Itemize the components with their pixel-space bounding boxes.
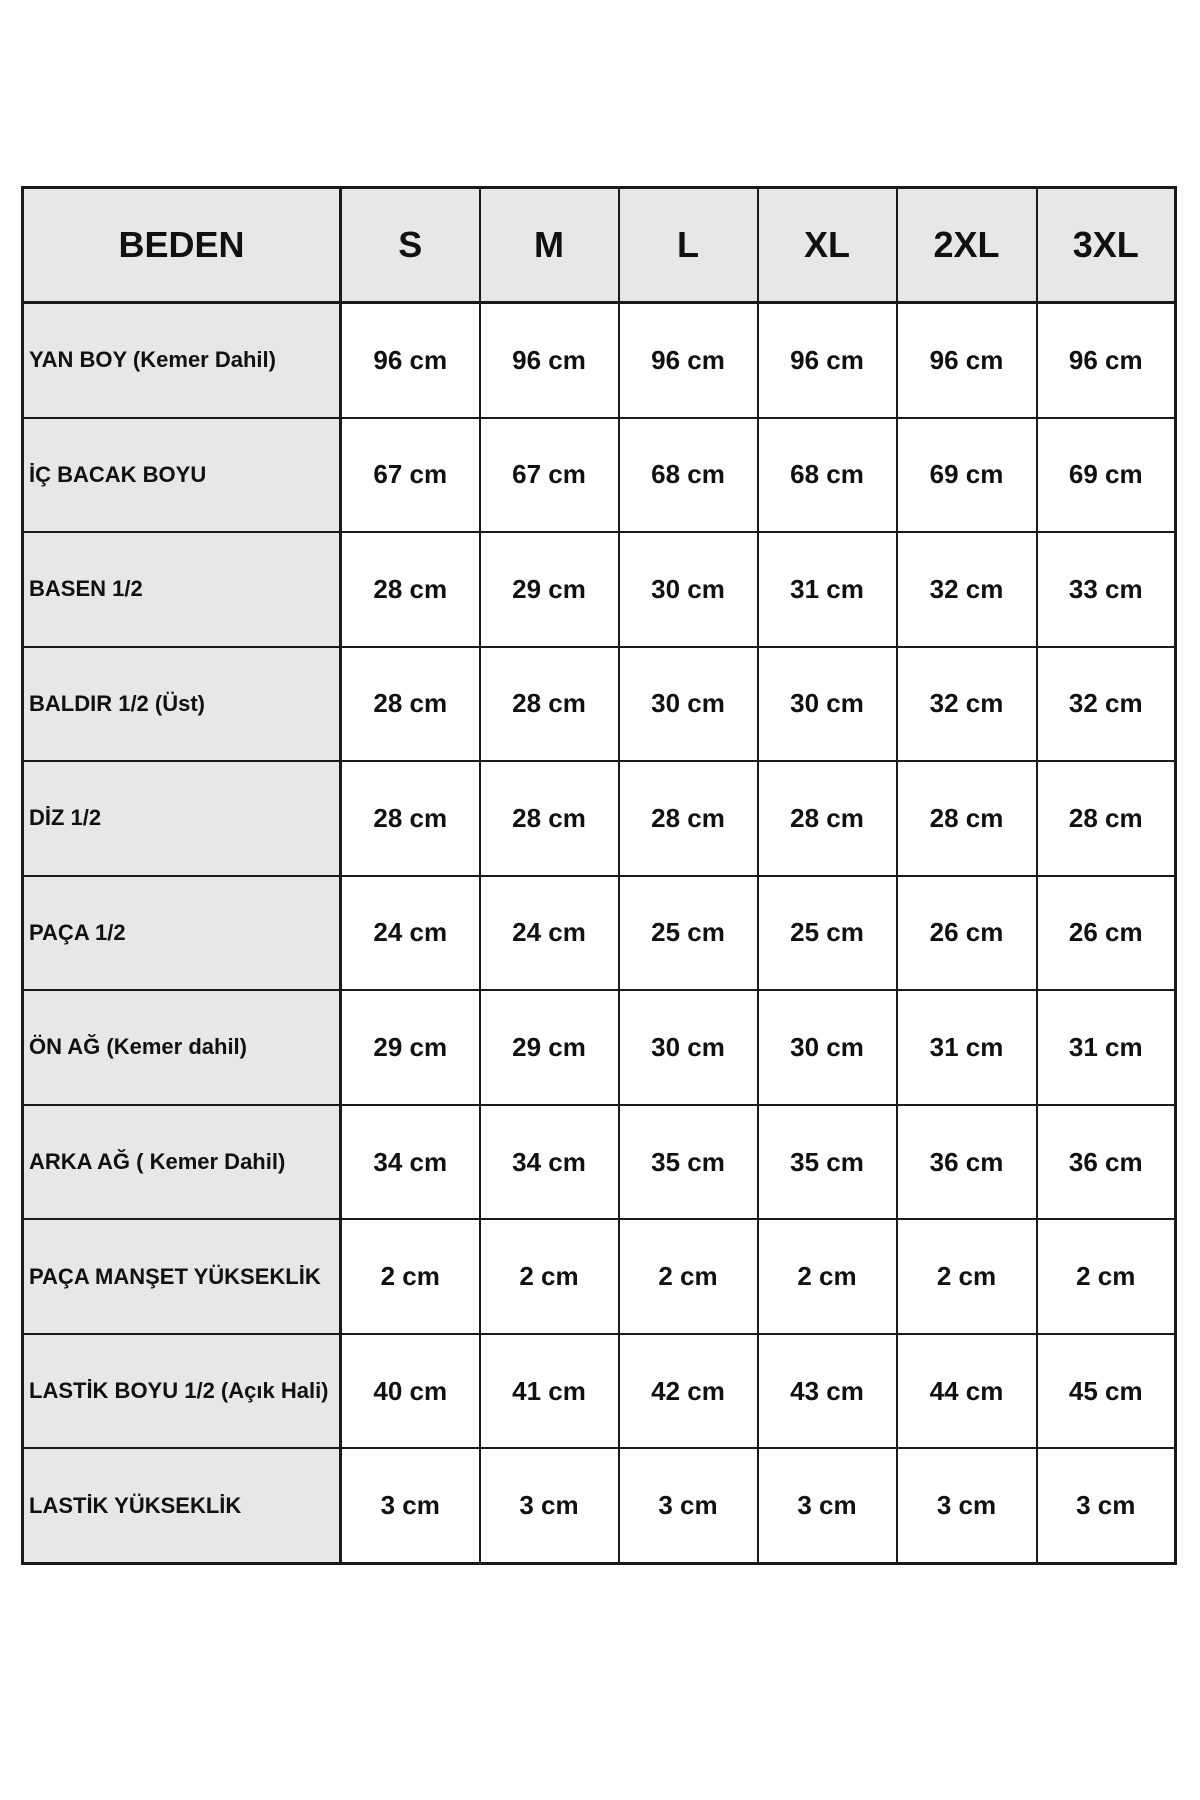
measurement-cell: 28 cm (341, 647, 480, 762)
measurement-cell: 68 cm (619, 418, 758, 533)
row-label: PAÇA MANŞET YÜKSEKLİK (23, 1219, 341, 1334)
corner-label: BEDEN (23, 188, 341, 303)
measurement-cell: 28 cm (758, 761, 897, 876)
measurement-cell: 2 cm (1037, 1219, 1176, 1334)
measurement-cell: 44 cm (897, 1334, 1037, 1449)
measurement-cell: 28 cm (897, 761, 1037, 876)
measurement-cell: 2 cm (619, 1219, 758, 1334)
table-row (23, 532, 1176, 647)
measurement-cell: 42 cm (619, 1334, 758, 1449)
measurement-cell: 24 cm (480, 876, 619, 991)
measurement-cell: 34 cm (341, 1105, 480, 1220)
size-chart-header (23, 188, 1176, 303)
measurement-cell: 32 cm (897, 532, 1037, 647)
table-row (23, 1105, 1176, 1220)
table-row (23, 761, 1176, 876)
measurement-cell: 3 cm (758, 1448, 897, 1563)
size-header-m: M (480, 188, 619, 303)
measurement-cell: 28 cm (619, 761, 758, 876)
measurement-cell: 96 cm (758, 303, 897, 418)
measurement-cell: 96 cm (619, 303, 758, 418)
row-label: ÖN AĞ (Kemer dahil) (23, 990, 341, 1105)
measurement-cell: 28 cm (341, 761, 480, 876)
measurement-cell: 32 cm (897, 647, 1037, 762)
row-label: BALDIR 1/2 (Üst) (23, 647, 341, 762)
measurement-cell: 67 cm (341, 418, 480, 533)
measurement-cell: 69 cm (897, 418, 1037, 533)
size-header-xl: XL (758, 188, 897, 303)
measurement-cell: 67 cm (480, 418, 619, 533)
measurement-cell: 40 cm (341, 1334, 480, 1449)
row-label: LASTİK YÜKSEKLİK (23, 1448, 341, 1563)
size-header-s: S (341, 188, 480, 303)
measurement-cell: 35 cm (619, 1105, 758, 1220)
measurement-cell: 30 cm (619, 647, 758, 762)
size-chart-table (21, 186, 1177, 1565)
measurement-cell: 43 cm (758, 1334, 897, 1449)
measurement-cell: 26 cm (897, 876, 1037, 991)
measurement-cell: 33 cm (1037, 532, 1176, 647)
measurement-cell: 25 cm (758, 876, 897, 991)
table-row (23, 1219, 1176, 1334)
measurement-cell: 31 cm (897, 990, 1037, 1105)
table-row (23, 647, 1176, 762)
row-label: ARKA AĞ ( Kemer Dahil) (23, 1105, 341, 1220)
header-row (23, 188, 1176, 303)
table-row (23, 1448, 1176, 1563)
table-row (23, 303, 1176, 418)
table-row (23, 876, 1176, 991)
measurement-cell: 29 cm (480, 990, 619, 1105)
measurement-cell: 3 cm (341, 1448, 480, 1563)
measurement-cell: 3 cm (897, 1448, 1037, 1563)
measurement-cell: 96 cm (1037, 303, 1176, 418)
measurement-cell: 32 cm (1037, 647, 1176, 762)
measurement-cell: 28 cm (341, 532, 480, 647)
measurement-cell: 31 cm (758, 532, 897, 647)
size-header-l: L (619, 188, 758, 303)
measurement-cell: 25 cm (619, 876, 758, 991)
measurement-cell: 2 cm (758, 1219, 897, 1334)
measurement-cell: 96 cm (341, 303, 480, 418)
measurement-cell: 31 cm (1037, 990, 1176, 1105)
measurement-cell: 3 cm (480, 1448, 619, 1563)
measurement-cell: 2 cm (897, 1219, 1037, 1334)
row-label: İÇ BACAK BOYU (23, 418, 341, 533)
measurement-cell: 69 cm (1037, 418, 1176, 533)
measurement-cell: 36 cm (897, 1105, 1037, 1220)
size-header-2xl: 2XL (897, 188, 1037, 303)
measurement-cell: 26 cm (1037, 876, 1176, 991)
measurement-cell: 96 cm (897, 303, 1037, 418)
row-label: BASEN 1/2 (23, 532, 341, 647)
measurement-cell: 68 cm (758, 418, 897, 533)
measurement-cell: 35 cm (758, 1105, 897, 1220)
measurement-cell: 3 cm (619, 1448, 758, 1563)
size-chart-body (23, 303, 1176, 1564)
table-row (23, 990, 1176, 1105)
measurement-cell: 45 cm (1037, 1334, 1176, 1449)
measurement-cell: 28 cm (1037, 761, 1176, 876)
row-label: YAN BOY (Kemer Dahil) (23, 303, 341, 418)
measurement-cell: 30 cm (619, 532, 758, 647)
measurement-cell: 28 cm (480, 761, 619, 876)
measurement-cell: 36 cm (1037, 1105, 1176, 1220)
measurement-cell: 30 cm (619, 990, 758, 1105)
measurement-cell: 41 cm (480, 1334, 619, 1449)
measurement-cell: 29 cm (480, 532, 619, 647)
measurement-cell: 96 cm (480, 303, 619, 418)
measurement-cell: 2 cm (480, 1219, 619, 1334)
measurement-cell: 30 cm (758, 990, 897, 1105)
measurement-cell: 2 cm (341, 1219, 480, 1334)
row-label: LASTİK BOYU 1/2 (Açık Hali) (23, 1334, 341, 1449)
table-row (23, 1334, 1176, 1449)
measurement-cell: 3 cm (1037, 1448, 1176, 1563)
table-row (23, 418, 1176, 533)
measurement-cell: 28 cm (480, 647, 619, 762)
row-label: DİZ 1/2 (23, 761, 341, 876)
measurement-cell: 30 cm (758, 647, 897, 762)
size-header-3xl: 3XL (1037, 188, 1176, 303)
measurement-cell: 24 cm (341, 876, 480, 991)
measurement-cell: 34 cm (480, 1105, 619, 1220)
measurement-cell: 29 cm (341, 990, 480, 1105)
row-label: PAÇA 1/2 (23, 876, 341, 991)
